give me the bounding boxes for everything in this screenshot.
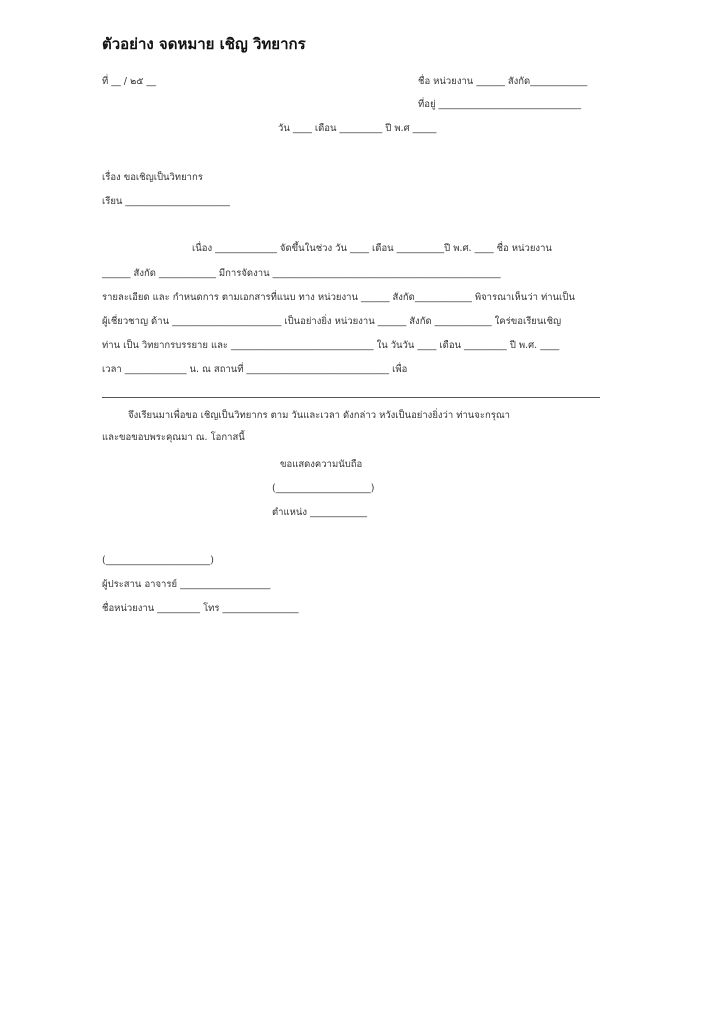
- organization-line: ชื่อ หน่วยงาน ______ สังกัด____________: [418, 76, 588, 87]
- coordinator-line: ผู้ประสาน อาจารย์ ___________________: [102, 579, 271, 590]
- date-line: วัน ____ เดือน _________ ปี พ.ศ _____: [278, 123, 437, 134]
- closing-line: จึงเรียนมาเพื่อขอ เชิญเป็นวิทยากร ตาม วันและเวลา ดังกล่าว หวังเป็นอย่างยิ่งว่า ท่านจะกรุณา: [128, 410, 510, 421]
- body-line: เนื่อง _____________ จัดขึ้นในช่วง วัน ____ เดือน __________ปี พ.ศ. ____ ชื่อ หน่วยงาน: [192, 243, 552, 254]
- body-line: ผู้เชี่ยวชาญ ด้าน _______________________ เป็นอย่างยิ่ง หน่วยงาน ______ สังกัด ____________ ใคร่ขอเรียนเชิญ: [102, 316, 562, 327]
- subject-line: เรื่อง ขอเชิญเป็นวิทยากร: [102, 172, 203, 183]
- organization-phone-line: ชื่อหน่วยงาน _________ โทร ________________: [102, 603, 299, 614]
- body-line: เวลา _____________ น. ณ สถานที่ ______________________________ เพื่อ: [102, 364, 408, 375]
- reference-number: ที่ __ / ๒๕ __: [102, 76, 156, 87]
- body-line: รายละเอียด และ กำหนดการ ตามเอกสารที่แนบ ทาง หน่วยงาน ______ สังกัด____________ พิจารณาเห็นว่า ท่านเป็น: [102, 292, 575, 303]
- signature-name-line: (____________________): [272, 483, 375, 494]
- contact-name-line: (______________________): [102, 555, 214, 566]
- separator-rule: [102, 397, 600, 398]
- body-line: ท่าน เป็น วิทยากรบรรยาย และ ______________________________ ใน วันวัน ____ เดือน _________ ปี พ.ศ. ____: [102, 340, 560, 351]
- closing-line: และขอขอบพระคุณมา ณ. โอกาสนี้: [102, 432, 245, 443]
- signature-position-line: ตำแหน่ง ____________: [272, 507, 368, 518]
- regards-text: ขอแสดงความนับถือ: [280, 459, 363, 470]
- address-line: ที่อยู่ ______________________________: [418, 99, 582, 110]
- salutation-line: เรียน ______________________: [102, 196, 230, 207]
- body-line: ______ สังกัด ____________ มีการจัดงาน ________________________________________________: [102, 268, 501, 279]
- document-title: ตัวอย่าง จดหมาย เชิญ วิทยากร: [102, 35, 306, 53]
